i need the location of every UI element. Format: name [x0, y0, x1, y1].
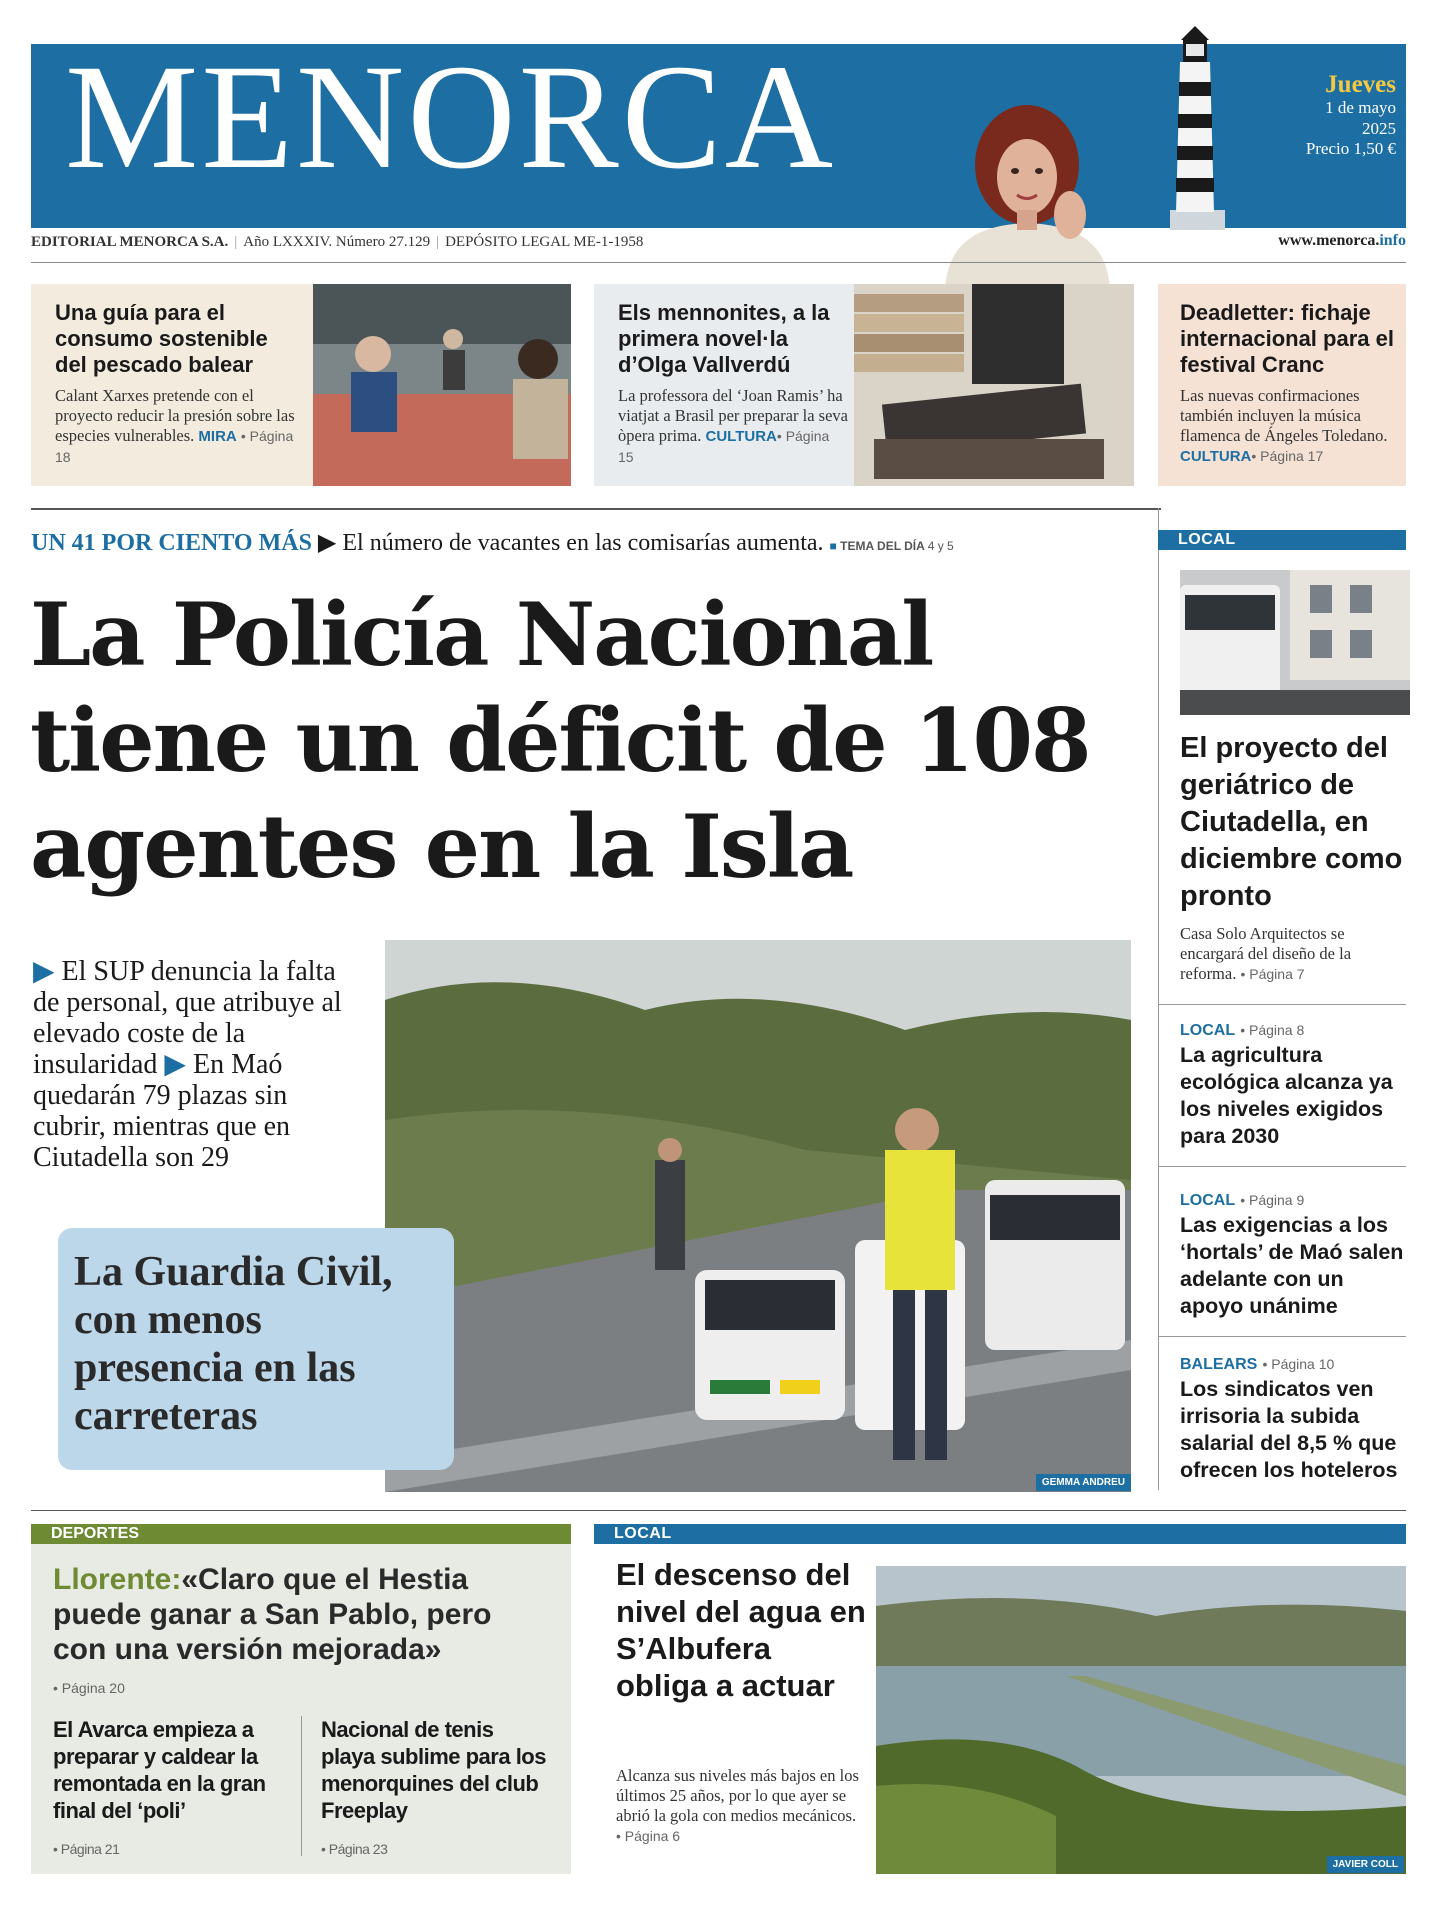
year: 2025: [1362, 118, 1396, 138]
geriatric-building-photo: [1180, 570, 1410, 715]
teaser-body: Calant Xarxes pretende con el proyecto reducir la presión sobre las especies vulnerables. MIRA • Página 18: [55, 386, 295, 465]
albufera-body: Alcanza sus niveles más bajos en los últimos 25 años, por lo que ayer se abrió la gola con medios mecánicos. • Página 6: [616, 1766, 859, 1844]
right-column-headline[interactable]: El proyecto del geriátrico de Ciutadella, en diciembre como pronto: [1180, 732, 1403, 912]
triangle-icon: ▶: [317, 530, 337, 556]
news-item-headline: Las exigencias a los ‘hortals’ de Maó salen adelante con un apoyo unánime: [1180, 1213, 1404, 1318]
column-divider: [1158, 508, 1159, 1490]
sports-item[interactable]: El Avarca empieza a preparar y caldear la remontada en la gran final del ‘poli’ • Página 21: [53, 1716, 283, 1863]
right-column-body: Casa Solo Arquitectos se encargará del diseño de la reforma. • Página 7: [1180, 924, 1352, 983]
albufera-lagoon-photo: [876, 1566, 1406, 1874]
date: 1 de mayo: [1325, 98, 1396, 118]
news-item[interactable]: BALEARS • Página 10 Los sindicatos ven irrisoria la subida salarial del 8,5 % que ofrecen los hoteleros: [1180, 1354, 1406, 1484]
teaser-mennonites[interactable]: [594, 284, 1134, 486]
columnist-portrait: [925, 95, 1130, 295]
divider: [31, 508, 1161, 510]
news-item[interactable]: LOCAL • Página 9 Las exigencias a los ‘hortals’ de Maó salen adelante con un apoyo unánime: [1180, 1190, 1406, 1320]
sports-item-headline: Nacional de tenis playa sublime para los menorquines del club Freeplay: [321, 1717, 546, 1823]
teaser-fish[interactable]: [31, 284, 571, 486]
sports-section: [31, 1524, 571, 1874]
photo-credit: GEMMA ANDREU: [1036, 1474, 1131, 1491]
date-block: [1306, 72, 1396, 159]
teaser-deadletter[interactable]: [1158, 284, 1406, 486]
sports-item-headline: El Avarca empieza a preparar y caldear la remontada en la gran final del ‘poli’: [53, 1717, 266, 1823]
teaser-body: Las nuevas confirmaciones también incluyen la música flamenca de Ángeles Toledano. CULTURA• Página 17: [1180, 386, 1388, 465]
lead-kicker: UN 41 POR CIENTO MÁS: [31, 530, 312, 556]
photo-credit: JAVIER COLL: [1327, 1856, 1404, 1873]
page-ref: • Página 20: [53, 1680, 125, 1696]
section-label-local: LOCAL: [1158, 530, 1406, 550]
legal-deposit: DEPÓSITO LEGAL ME-1-1958: [445, 234, 644, 250]
teaser-title: Deadletter: fichaje internacional para el festival Cranc: [1180, 300, 1394, 377]
divider: [1158, 1004, 1406, 1005]
lead-deck: [31, 528, 954, 557]
divider: [1158, 1166, 1406, 1167]
triangle-icon: ▶: [164, 1049, 186, 1080]
section-label-deportes: DEPORTES: [31, 1524, 571, 1544]
section-label-local: LOCAL: [594, 1524, 1406, 1544]
divider: [31, 262, 1406, 263]
triangle-icon: ▶: [33, 956, 55, 987]
issue-number: Año LXXXIV. Número 27.129: [243, 234, 431, 250]
sports-headline[interactable]: Llorente:«Claro que el Hestia puede ganar a San Pablo, pero con una versión mejorada»: [53, 1563, 492, 1666]
website-link[interactable]: www.menorca.info: [1278, 232, 1406, 249]
guardia-civil-box[interactable]: [58, 1228, 454, 1470]
divider: [301, 1716, 302, 1856]
lead-deck-text: El número de vacantes en las comisarías aumenta.: [342, 530, 824, 556]
news-item[interactable]: LOCAL • Página 8 La agricultura ecológica alcanza ya los niveles exigidos para 2030: [1180, 1020, 1406, 1150]
lead-headline[interactable]: La Policía Nacional tiene un déficit de 108 agentes en la Isla: [30, 583, 1090, 898]
newspaper-title[interactable]: MENORCA: [65, 34, 837, 200]
news-item-headline: La agricultura ecológica alcanza ya los niveles exigidos para 2030: [1180, 1043, 1393, 1148]
lighthouse-illustration: [1150, 22, 1240, 232]
publication-info: EDITORIAL MENORCA S.A. | Año LXXXIV. Número 27.129 | DEPÓSITO LEGAL ME-1-1958: [31, 234, 644, 250]
divider: [1158, 1336, 1406, 1337]
price: Precio 1,50 €: [1305, 139, 1396, 159]
teaser-title: Els mennonites, a la primera novel·la d’Olga Vallverdú: [618, 300, 830, 377]
books-photo: [854, 284, 1134, 486]
news-item-headline: Los sindicatos ven irrisoria la subida salarial del 8,5 % que ofrecen los hoteleros: [1180, 1377, 1398, 1482]
lead-summary: ▶ El SUP denuncia la falta de personal, que atribuye al elevado coste de la insularidad ▶ En Maó quedarán 79 plazas sin cubrir, mientras que en Ciutadella son 29: [33, 956, 342, 1173]
teaser-title: Una guía para el consumo sostenible del pescado balear: [55, 300, 268, 377]
fish-market-photo: [313, 284, 571, 486]
police-checkpoint-photo: [385, 940, 1131, 1492]
tema-del-dia: ■ TEMA DEL DÍA 4 y 5: [829, 539, 954, 553]
weekday: Jueves: [1325, 71, 1396, 98]
teaser-body: La professora del ‘Joan Ramis’ ha viatjat a Brasil per preparar la seva òpera prima. CULTURA• Página 15: [618, 386, 848, 465]
sports-item[interactable]: Nacional de tenis playa sublime para los menorquines del club Freeplay • Página 23: [321, 1716, 551, 1863]
publisher: EDITORIAL MENORCA S.A.: [31, 234, 229, 250]
divider: [31, 1510, 1406, 1511]
sidebox-headline: La Guardia Civil, con menos presencia en las carreteras: [74, 1249, 393, 1439]
albufera-headline[interactable]: El descenso del nivel del agua en S’Albufera obliga a actuar: [616, 1557, 866, 1703]
